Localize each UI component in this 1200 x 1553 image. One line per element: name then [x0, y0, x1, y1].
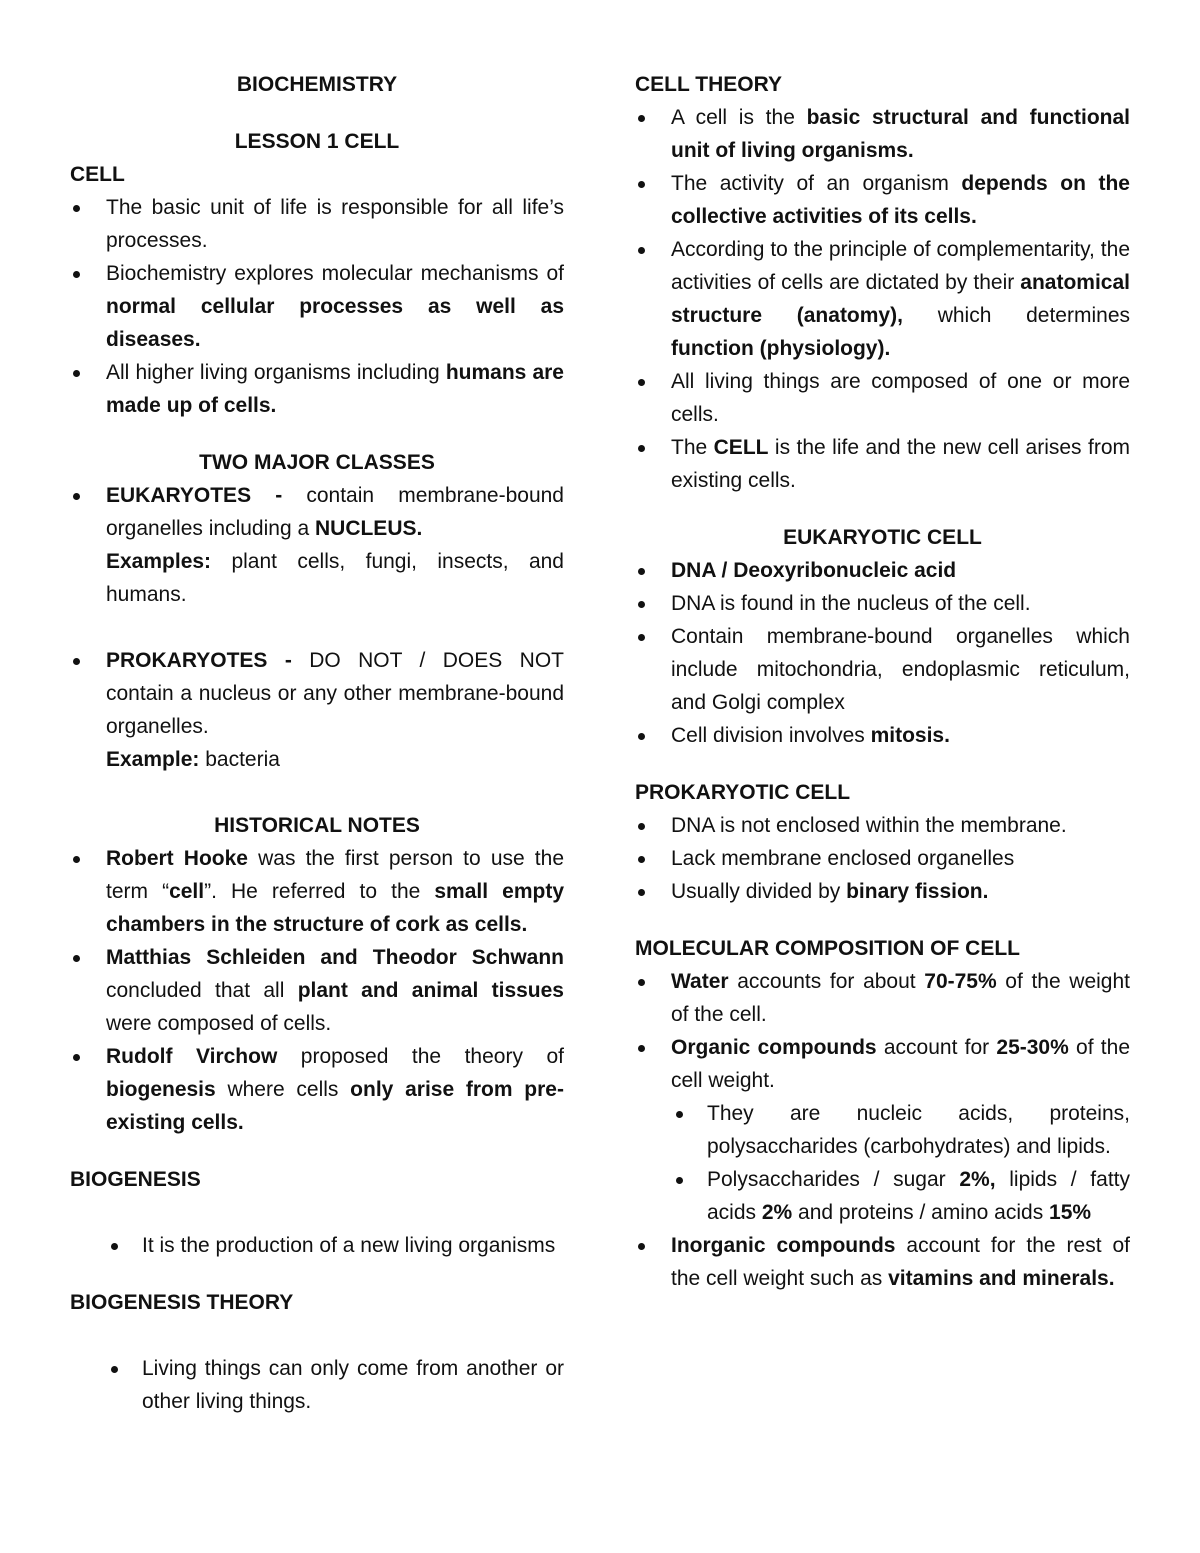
list-item: Water accounts for about 70-75% of the weight of the cell. — [635, 965, 1130, 1031]
biogenesis-heading: BIOGENESIS — [70, 1168, 201, 1191]
right-column — [635, 68, 1130, 1295]
list-item: DNA / Deoxyribonucleic acid — [635, 554, 1130, 587]
prokaryotes-example: Example: bacteria — [106, 748, 280, 771]
cell-theory-list — [635, 101, 1130, 497]
list-item: Matthias Schleiden and Theodor Schwann concluded that all plant and animal tissues were composed of cells. — [70, 941, 564, 1040]
prokaryotic-list — [635, 809, 1130, 908]
list-item: Lack membrane enclosed organelles — [635, 842, 1130, 875]
list-item-eukaryotes: EUKARYOTES - contain membrane-bound organelles including a NUCLEUS. — [70, 479, 564, 545]
list-item: Organic compounds account for 25-30% of the cell weight. — [635, 1031, 1130, 1097]
eukaryotic-list — [635, 554, 1130, 752]
biogenesis-theory-heading: BIOGENESIS THEORY — [70, 1291, 294, 1314]
list-item: It is the production of a new living organisms — [70, 1229, 564, 1262]
list-item: Rudolf Virchow proposed the theory of biogenesis where cells only arise from pre-existing cells. — [70, 1040, 564, 1139]
list-item: All higher living organisms including humans are made up of cells. — [70, 356, 564, 422]
historical-list — [70, 842, 564, 1139]
left-column — [70, 68, 564, 1418]
list-item: All living things are composed of one or more cells. — [635, 365, 1130, 431]
prokaryotic-heading: PROKARYOTIC CELL — [635, 781, 851, 804]
list-item: The activity of an organism depends on the collective activities of its cells. — [635, 167, 1130, 233]
eukaryotic-heading: EUKARYOTIC CELL — [783, 526, 982, 549]
biogenesis-theory-list — [70, 1352, 564, 1418]
list-item: Cell division involves mitosis. — [635, 719, 1130, 752]
molecular-list-2 — [635, 1229, 1130, 1295]
molecular-list — [635, 965, 1130, 1097]
list-item: Inorganic compounds account for the rest of the cell weight such as vitamins and minerals. — [635, 1229, 1130, 1295]
list-item: Usually divided by binary fission. — [635, 875, 1130, 908]
list-item: Polysaccharides / sugar 2%, lipids / fatty acids 2% and proteins / amino acids 15% — [635, 1163, 1130, 1229]
list-item: The basic unit of life is responsible for all life’s processes. — [70, 191, 564, 257]
list-item-prokaryotes: PROKARYOTES - DO NOT / DOES NOT contain a nucleus or any other membrane-bound organelles. — [70, 644, 564, 743]
classes-heading: TWO MAJOR CLASSES — [199, 451, 435, 474]
lesson-heading: LESSON 1 CELL — [234, 130, 400, 153]
list-item: Contain membrane-bound organelles which include mitochondria, endoplasmic reticulum, and Golgi complex — [635, 620, 1130, 719]
list-item: A cell is the basic structural and functional unit of living organisms. — [635, 101, 1130, 167]
eukaryotes-examples: Examples: plant cells, fungi, insects, and humans. — [106, 550, 564, 606]
cell-list — [70, 191, 564, 422]
document-title: BIOCHEMISTRY — [236, 73, 398, 96]
biogenesis-list — [70, 1229, 564, 1262]
list-item: DNA is found in the nucleus of the cell. — [635, 587, 1130, 620]
cell-heading: CELL — [70, 163, 125, 186]
list-item: The CELL is the life and the new cell arises from existing cells. — [635, 431, 1130, 497]
classes-list — [70, 479, 564, 545]
cell-theory-heading: CELL THEORY — [635, 73, 783, 96]
historical-heading: HISTORICAL NOTES — [214, 814, 420, 837]
organic-sublist — [635, 1097, 1130, 1229]
list-item: They are nucleic acids, proteins, polysaccharides (carbohydrates) and lipids. — [635, 1097, 1130, 1163]
list-item: Robert Hooke was the first person to use the term “cell”. He referred to the small empty chambers in the structure of cork as cells. — [70, 842, 564, 941]
list-item: Biochemistry explores molecular mechanisms of normal cellular processes as well as diseases. — [70, 257, 564, 356]
list-item: According to the principle of complementarity, the activities of cells are dictated by their anatomical structure (anatomy), which determines function (physiology). — [635, 233, 1130, 365]
classes-list-2 — [70, 644, 564, 743]
list-item: DNA is not enclosed within the membrane. — [635, 809, 1130, 842]
list-item: Living things can only come from another or other living things. — [70, 1352, 564, 1418]
molecular-heading: MOLECULAR COMPOSITION OF CELL — [635, 937, 1020, 960]
